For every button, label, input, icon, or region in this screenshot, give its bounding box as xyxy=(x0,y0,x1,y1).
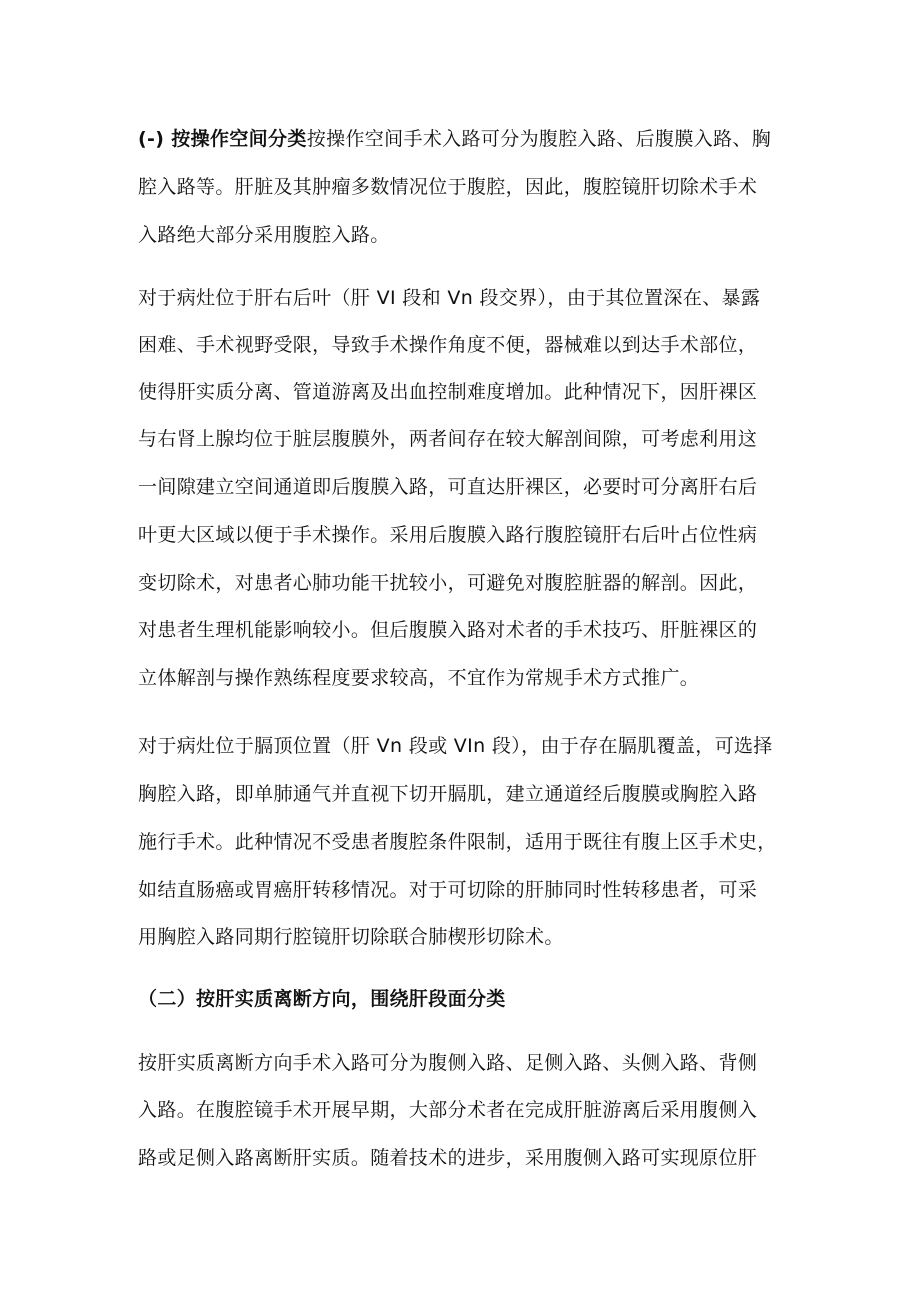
section1-paragraph1-line-1 xyxy=(138,126,798,152)
section2-paragraph-line-1: 按肝实质离断方向手术入路可分为腹侧入路、足侧入路、头侧入路、背侧 xyxy=(138,1052,758,1074)
section1-paragraph2-line-4: 与右肾上腺均位于脏层腹膜外，两者间存在较大解剖间隙，可考虑利用这 xyxy=(138,428,758,450)
section1-paragraph1-line-2: 腔入路等。肝脏及其肿瘤多数情况位于腹腔，因此，腹腔镜肝切除术手术 xyxy=(138,176,758,198)
section2-heading: （二）按肝实质离断方向，围绕肝段面分类 xyxy=(138,988,506,1010)
section1-paragraph2-line-5: 一间隙建立空间通道即后腹膜入路，可直达肝裸区，必要时可分离肝右后 xyxy=(138,476,758,498)
section1-paragraph3-line-2: 胸腔入路，即单肺通气并直视下切开膈肌，建立通道经后腹膜或胸腔入路 xyxy=(138,783,758,805)
section1-paragraph2-line-2: 困难、手术视野受限，导致手术操作角度不便，器械难以到达手术部位， xyxy=(138,334,758,356)
section1-paragraph1-line-3: 入路绝大部分采用腹腔入路。 xyxy=(138,224,390,246)
section1-heading: (-) 按操作空间分类 xyxy=(138,128,307,150)
section1-paragraph3-line-4: 如结直肠癌或胃癌肝转移情况。对于可切除的肝肺同时性转移患者，可采 xyxy=(138,879,758,901)
section1-paragraph1-text: 按操作空间手术入路可分为腹腔入路、后腹膜入路、胸 xyxy=(306,128,772,150)
section1-paragraph2-line-3: 使得肝实质分离、管道游离及出血控制难度增加。此种情况下，因肝裸区 xyxy=(138,381,758,403)
section1-paragraph3-line-1: 对于病灶位于膈顶位置（肝 Vn 段或 VIn 段），由于存在膈肌覆盖，可选择 xyxy=(138,735,773,757)
section1-paragraph2-line-6: 叶更大区域以便于手术操作。采用后腹膜入路行腹腔镜肝右后叶占位性病 xyxy=(138,524,758,546)
section1-paragraph2-line-7: 变切除术，对患者心肺功能干扰较小，可避免对腹腔脏器的解剖。因此， xyxy=(138,572,758,594)
section1-paragraph2-line-8: 对患者生理机能影响较小。但后腹膜入路对术者的手术技巧、肝脏裸区的 xyxy=(138,619,758,641)
section1-paragraph3-line-5: 用胸腔入路同期行腔镜肝切除联合肺楔形切除术。 xyxy=(138,926,564,948)
section2-paragraph-line-2: 入路。在腹腔镜手术开展早期，大部分术者在完成肝脏游离后采用腹侧入 xyxy=(138,1099,758,1121)
section2-paragraph-line-3: 路或足侧入路离断肝实质。随着技术的进步，采用腹侧入路可实现原位肝 xyxy=(138,1147,758,1169)
section1-paragraph3-line-3: 施行手术。此种情况不受患者腹腔条件限制，适用于既往有腹上区手术史， xyxy=(138,831,777,853)
section1-paragraph2-line-9: 立体解剖与操作熟练程度要求较高，不宜作为常规手术方式推广。 xyxy=(138,667,700,689)
section1-paragraph2-line-1: 对于病灶位于肝右后叶（肝 VI 段和 Vn 段交界），由于其位置深在、暴露 xyxy=(138,287,761,309)
